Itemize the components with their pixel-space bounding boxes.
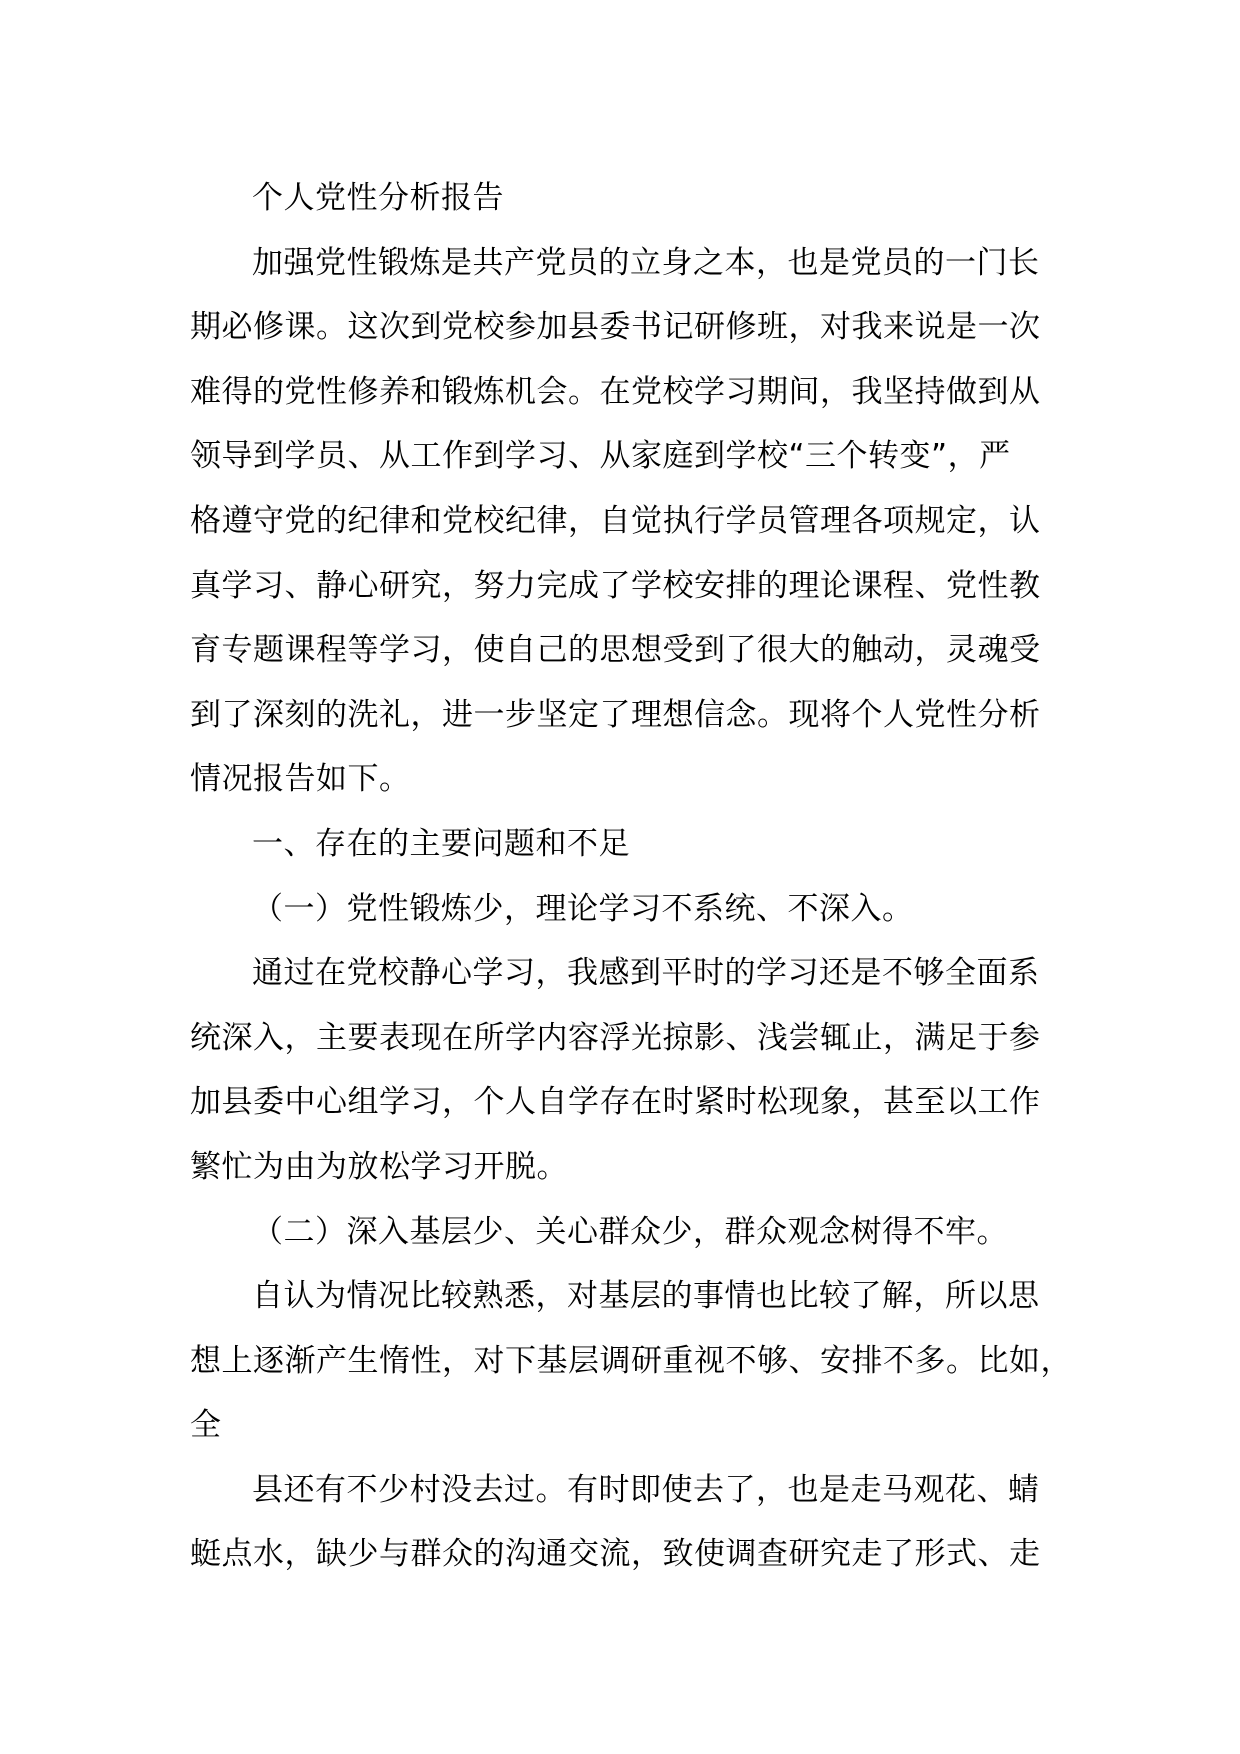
intro-line-9: 情况报告如下。 — [190, 761, 411, 798]
intro-line-4: 领导到学员、从工作到学习、从家庭到学校“三个转变”，严 — [190, 438, 1011, 475]
sub1-line-2: 统深入，主要表现在所学内容浮光掠影、浅尝辄止，满足于参 — [190, 1019, 1041, 1056]
sub1-line-3: 加县委中心组学习，个人自学存在时紧时松现象，甚至以工作 — [190, 1084, 1041, 1121]
sub2-line-1: 自认为情况比较熟悉，对基层的事情也比较了解，所以思 — [252, 1278, 1040, 1315]
sub2-line-2: 想上逐渐产生惰性，对下基层调研重视不够、安排不多。比如， — [190, 1342, 1072, 1379]
subsection-heading-2: （二）深入基层少、关心群众少，群众观念树得不牢。 — [252, 1213, 1008, 1250]
section-heading-1: 一、存在的主要问题和不足 — [252, 825, 630, 862]
subsection-heading-1: （一）党性锻炼少，理论学习不系统、不深入。 — [252, 890, 914, 927]
intro-line-1: 加强党性锻炼是共产党员的立身之本，也是党员的一门长 — [252, 244, 1040, 281]
sub2-line-4: 县还有不少村没去过。有时即使去了，也是走马观花、蜻 — [252, 1471, 1040, 1508]
document-body — [190, 166, 1072, 1587]
sub2-line-5: 蜓点水，缺少与群众的沟通交流，致使调查研究走了形式、走 — [190, 1536, 1041, 1573]
intro-line-8: 到了深刻的洗礼，进一步坚定了理想信念。现将个人党性分析 — [190, 696, 1041, 733]
intro-line-6: 真学习、静心研究，努力完成了学校安排的理论课程、党性教 — [190, 567, 1041, 604]
document-title: 个人党性分析报告 — [252, 180, 504, 216]
intro-line-7: 育专题课程等学习，使自己的思想受到了很大的触动，灵魂受 — [190, 632, 1041, 669]
intro-line-3: 难得的党性修养和锻炼机会。在党校学习期间，我坚持做到从 — [190, 373, 1041, 410]
sub1-line-4: 繁忙为由为放松学习开脱。 — [190, 1148, 568, 1185]
intro-line-2: 期必修课。这次到党校参加县委书记研修班，对我来说是一次 — [190, 309, 1041, 346]
sub1-line-1: 通过在党校静心学习，我感到平时的学习还是不够全面系 — [252, 955, 1040, 992]
intro-line-5: 格遵守党的纪律和党校纪律，自觉执行学员管理各项规定，认 — [190, 502, 1041, 539]
sub2-line-3: 全 — [190, 1407, 222, 1444]
